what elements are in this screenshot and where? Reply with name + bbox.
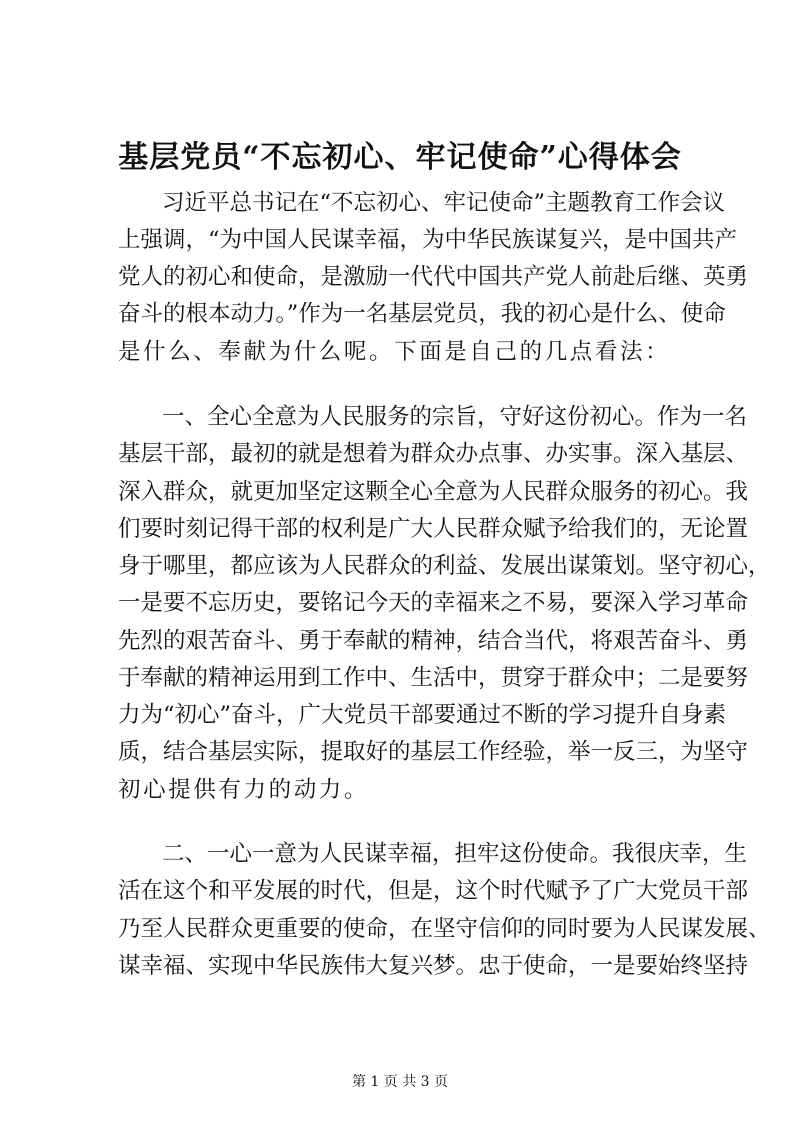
paragraph-2-line-8: 于奉献的精神运用到工作中、生活中，贯穿于群众中；二是要努 [118, 665, 749, 691]
paragraph-3-line-4: 谋幸福、实现中华民族伟大复兴梦。忠于使命，一是要始终坚持 [118, 953, 749, 979]
page-number-footer: 第 1 页 共 3 页 [351, 1074, 449, 1090]
paragraph-3-line-1: 二、一心一意为人民谋幸福，担牢这份使命。我很庆幸，生 [162, 841, 748, 867]
paragraph-2-line-9: 力为“初心”奋斗，广大党员干部要通过不断的学习提升自身素 [118, 702, 727, 728]
paragraph-1-line-2: 上强调，“为中国人民谋幸福，为中华民族谋复兴，是中国共产 [118, 227, 738, 253]
paragraph-2-line-1: 一、全心全意为人民服务的宗旨，守好这份初心。作为一名 [162, 404, 748, 430]
paragraph-2-line-2: 基层干部，最初的就是想着为群众办点事、办实事。深入基层、 [118, 441, 749, 467]
paragraph-3-line-3: 乃至人民群众更重要的使命，在坚守信仰的同时要为人民谋发展、 [118, 916, 771, 942]
paragraph-2-line-3: 深入群众，就更加坚定这颗全心全意为人民群众服务的初心。我 [118, 479, 749, 505]
paragraph-1-line-5: 是什么、奉献为什么呢。下面是自己的几点看法： [118, 339, 671, 365]
paragraph-2-line-10: 质，结合基层实际，提取好的基层工作经验，举一反三，为坚守 [118, 739, 749, 765]
paragraph-2-line-11: 初心提供有力的动力。 [118, 777, 370, 803]
document-title: 基层党员“不忘初心、牢记使命”心得体会 [118, 140, 682, 175]
paragraph-2-line-5: 身于哪里，都应该为人民群众的利益、发展出谋策划。坚守初心， [118, 553, 771, 579]
paragraph-3-line-2: 活在这个和平发展的时代，但是，这个时代赋予了广大党员干部 [118, 878, 749, 904]
paragraph-1-line-4: 奋斗的根本动力。”作为一名基层党员，我的初心是什么、使命 [118, 301, 726, 327]
paragraph-2-line-7: 先烈的艰苦奋斗、勇于奉献的精神，结合当代，将艰苦奋斗、勇 [118, 628, 749, 654]
paragraph-1-line-1: 习近平总书记在“不忘初心、牢记使命”主题教育工作会议 [162, 190, 726, 216]
paragraph-2-line-4: 们要时刻记得干部的权利是广大人民群众赋予给我们的，无论置 [118, 516, 749, 542]
paragraph-2-line-6: 一是要不忘历史，要铭记今天的幸福来之不易，要深入学习革命 [118, 590, 749, 616]
paragraph-1-line-3: 党人的初心和使命，是激励一代代中国共产党人前赴后继、英勇 [118, 264, 749, 290]
